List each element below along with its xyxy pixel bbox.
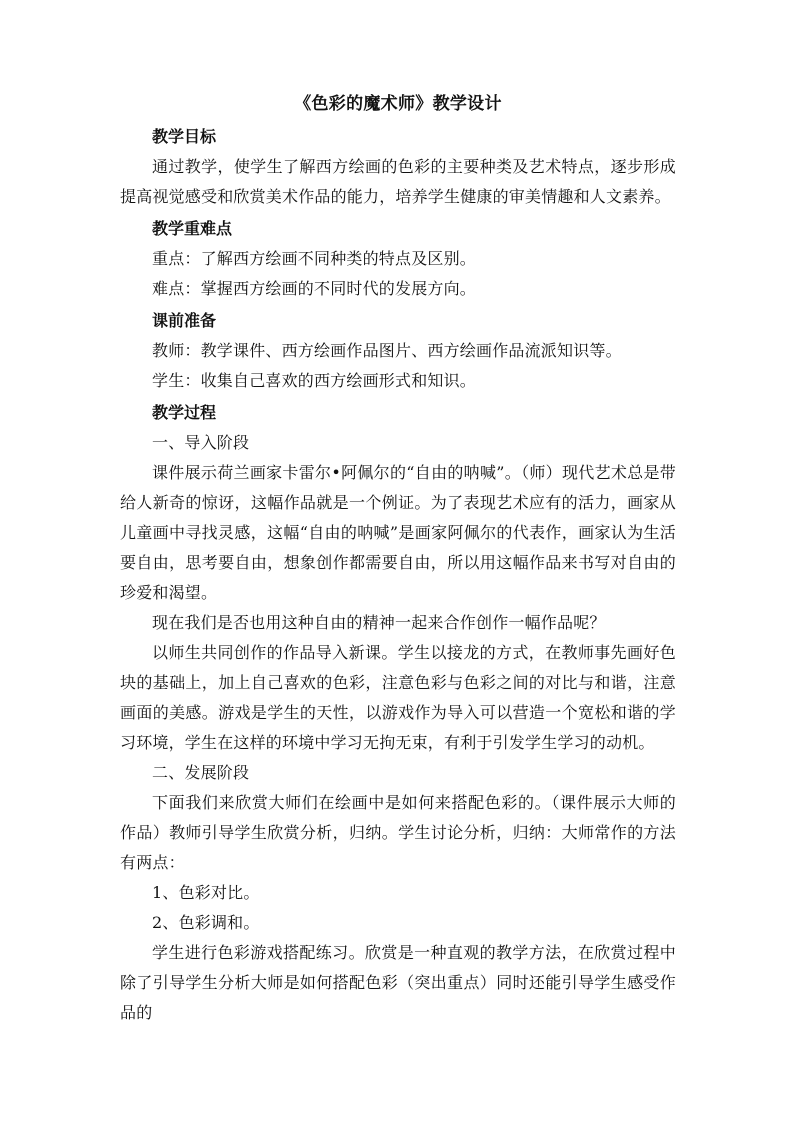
paragraph-development-1: 下面我们来欣赏大师们在绘画中是如何来搭配色彩的。（课件展示大师的作品）教师引导学生欣赏分析，归纳。学生讨论分析，归纳：大师常作的方法有两点： — [120, 793, 676, 872]
subheading-development-stage: 二、发展阶段 — [152, 763, 250, 782]
section-heading-preparation: 课前准备 — [152, 311, 217, 330]
paragraph-intro-1: 课件展示荷兰画家卡雷尔•阿佩尔的“自由的呐喊”。（师）现代艺术总是带给人新奇的惊讶，这幅作品就是一个例证。为了表现艺术应有的活力，画家从儿童画中寻找灵感，这幅“自由的呐喊”是画家阿佩尔的代表作，画家认为生活要自由，思考要自由，想象创作都需要自由，所以用这幅作品来书写对自由的珍爱和渴望。 — [120, 463, 676, 602]
page-title: 《色彩的魔术师》教学设计 — [294, 94, 502, 114]
paragraph-difficult-point: 难点：掌握西方绘画的不同时代的发展方向。 — [152, 279, 477, 298]
list-item-color-contrast: 1、色彩对比。 — [152, 883, 260, 902]
paragraph-intro-2: 现在我们是否也用这种自由的精神一起来合作创作一幅作品呢？ — [152, 613, 606, 632]
paragraph-goals: 通过教学，使学生了解西方绘画的色彩的主要种类及艺术特点，逐步形成提高视觉感受和欣赏美术作品的能力，培养学生健康的审美情趣和人文素养。 — [120, 157, 676, 206]
subheading-intro-stage: 一、导入阶段 — [152, 433, 250, 452]
section-heading-goals: 教学目标 — [152, 127, 217, 146]
list-item-color-harmony: 2、色彩调和。 — [152, 913, 260, 932]
paragraph-development-2: 学生进行色彩游戏搭配练习。欣赏是一种直观的教学方法，在欣赏过程中除了引导学生分析大师是如何搭配色彩（突出重点）同时还能引导学生感受作品的 — [120, 943, 676, 1022]
paragraph-key-point: 重点：了解西方绘画不同种类的特点及区别。 — [152, 249, 477, 268]
section-heading-process: 教学过程 — [152, 403, 217, 422]
document-page — [120, 92, 676, 1028]
section-heading-key-points: 教学重难点 — [152, 219, 233, 238]
paragraph-teacher-prep: 教师：教学课件、西方绘画作品图片、西方绘画作品流派知识等。 — [152, 341, 622, 360]
paragraph-intro-3: 以师生共同创作的作品导入新课。学生以接龙的方式，在教师事先画好色块的基础上，加上自己喜欢的色彩，注意色彩与色彩之间的对比与和谐，注意画面的美感。游戏是学生的天性，以游戏作为导入可以营造一个宽松和谐的学习环境，学生在这样的环境中学习无拘无束，有利于引发学生学习的动机。 — [120, 643, 676, 752]
paragraph-student-prep: 学生：收集自己喜欢的西方绘画形式和知识。 — [152, 371, 477, 390]
